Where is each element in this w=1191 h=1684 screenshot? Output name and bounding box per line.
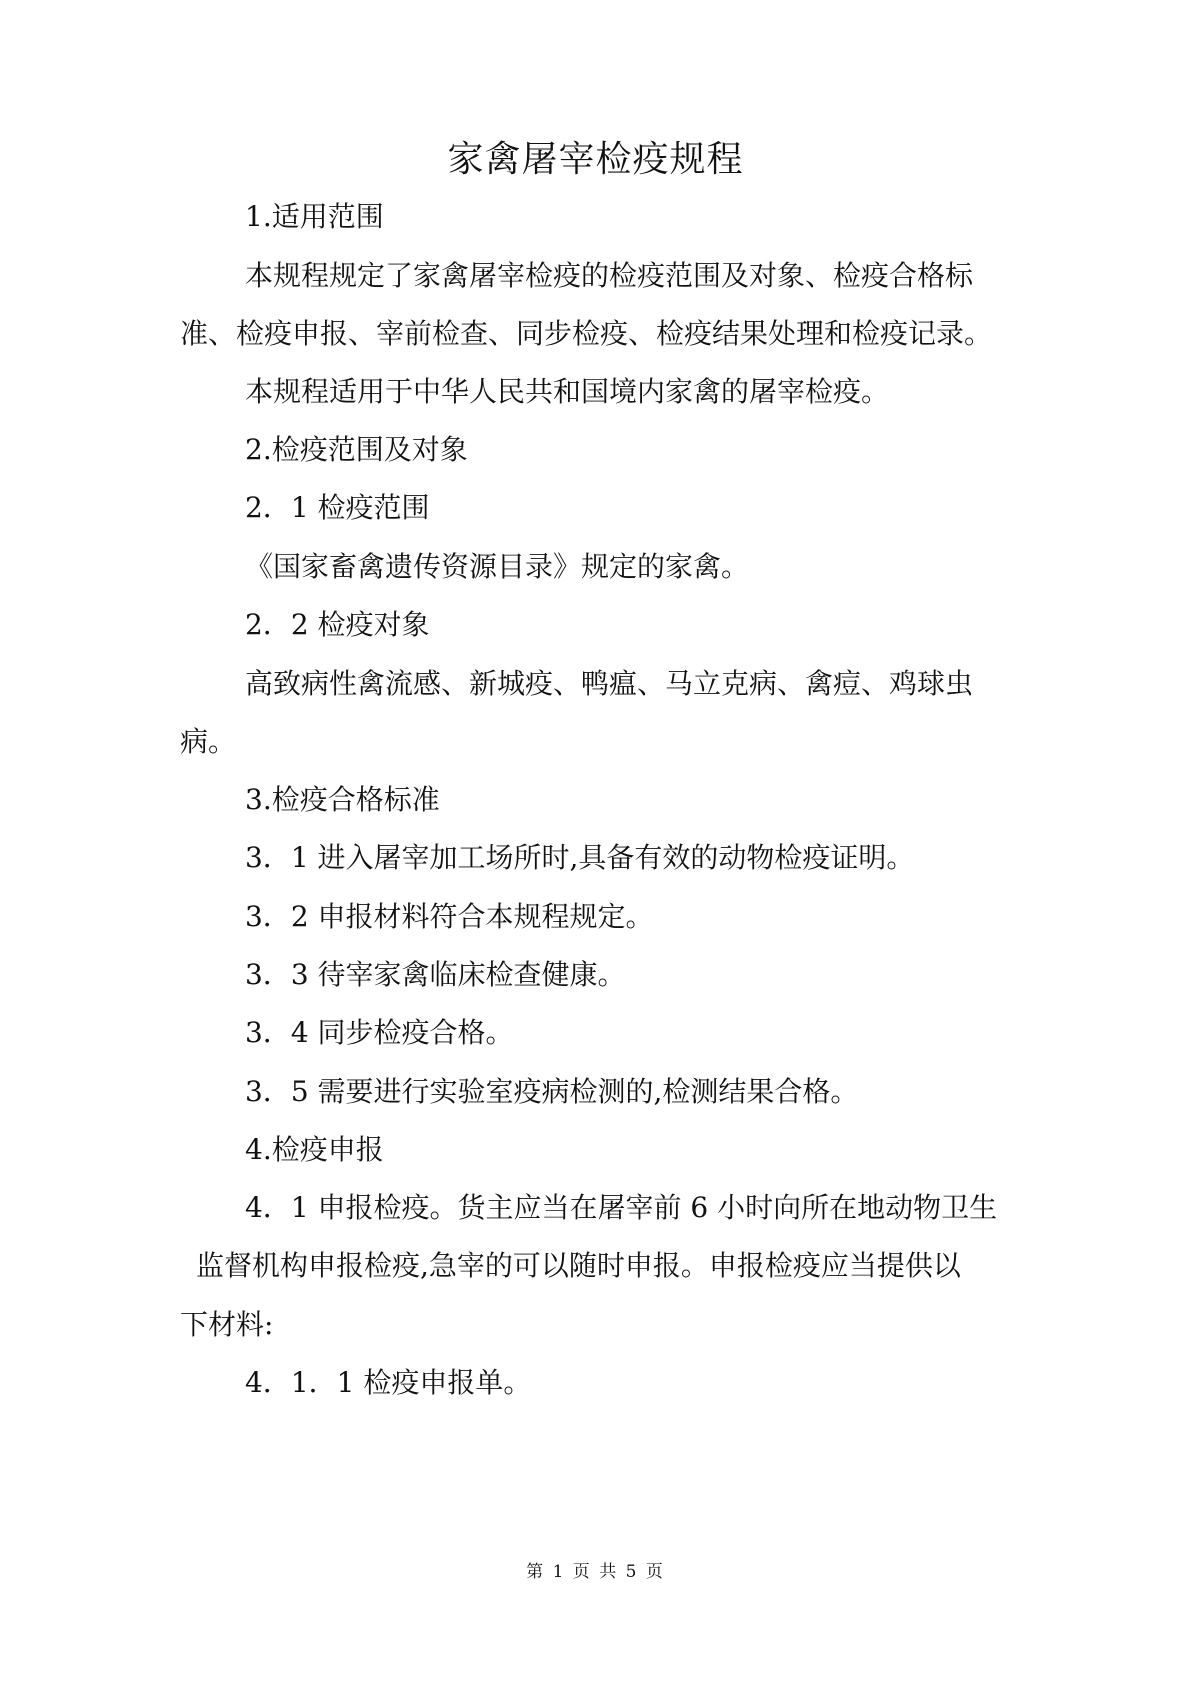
list-item: 3．1 进入屠宰加工场所时,具备有效的动物检疫证明。 — [245, 841, 915, 874]
document-title: 家禽屠宰检疫规程 — [447, 139, 744, 180]
page-footer: 第 1 页 共 5 页 — [526, 1562, 665, 1582]
list-item: 3．4 同步检疫合格。 — [245, 1016, 514, 1049]
paragraph-line: 《国家畜禽遗传资源目录》规定的家禽。 — [245, 550, 750, 583]
paragraph-line: 4．1 申报检疫。货主应当在屠宰前 6 小时向所在地动物卫生 — [245, 1191, 998, 1224]
list-item: 3．5 需要进行实验室疫病检测的,检测结果合格。 — [245, 1075, 859, 1108]
list-item: 4．1．1 检疫申报单。 — [245, 1366, 532, 1399]
paragraph-line: 病。 — [180, 725, 237, 758]
list-item: 3．3 待宰家禽临床检查健康。 — [245, 958, 626, 991]
section-heading-standard: 3.检疫合格标准 — [245, 783, 440, 816]
section-heading-range: 2.检疫范围及对象 — [245, 433, 468, 466]
section-heading-scope: 1.适用范围 — [245, 200, 384, 233]
section-heading-declaration: 4.检疫申报 — [245, 1133, 384, 1166]
subsection-heading: 2．2 检疫对象 — [245, 608, 430, 641]
paragraph-line: 高致病性禽流感、新城疫、鸭瘟、马立克病、禽痘、鸡球虫 — [245, 667, 974, 700]
paragraph-line: 准、检疫申报、宰前检查、同步检疫、检疫结果处理和检疫记录。 — [180, 317, 993, 350]
list-item: 3．2 申报材料符合本规程规定。 — [245, 900, 654, 933]
paragraph-line: 本规程规定了家禽屠宰检疫的检疫范围及对象、检疫合格标 — [245, 259, 974, 292]
paragraph-line: 本规程适用于中华人民共和国境内家禽的屠宰检疫。 — [245, 375, 890, 408]
paragraph-line: 监督机构申报检疫,急宰的可以随时申报。申报检疫应当提供以 — [196, 1249, 961, 1282]
paragraph-line: 下材料: — [180, 1308, 274, 1341]
subsection-heading: 2．1 检疫范围 — [245, 491, 430, 524]
